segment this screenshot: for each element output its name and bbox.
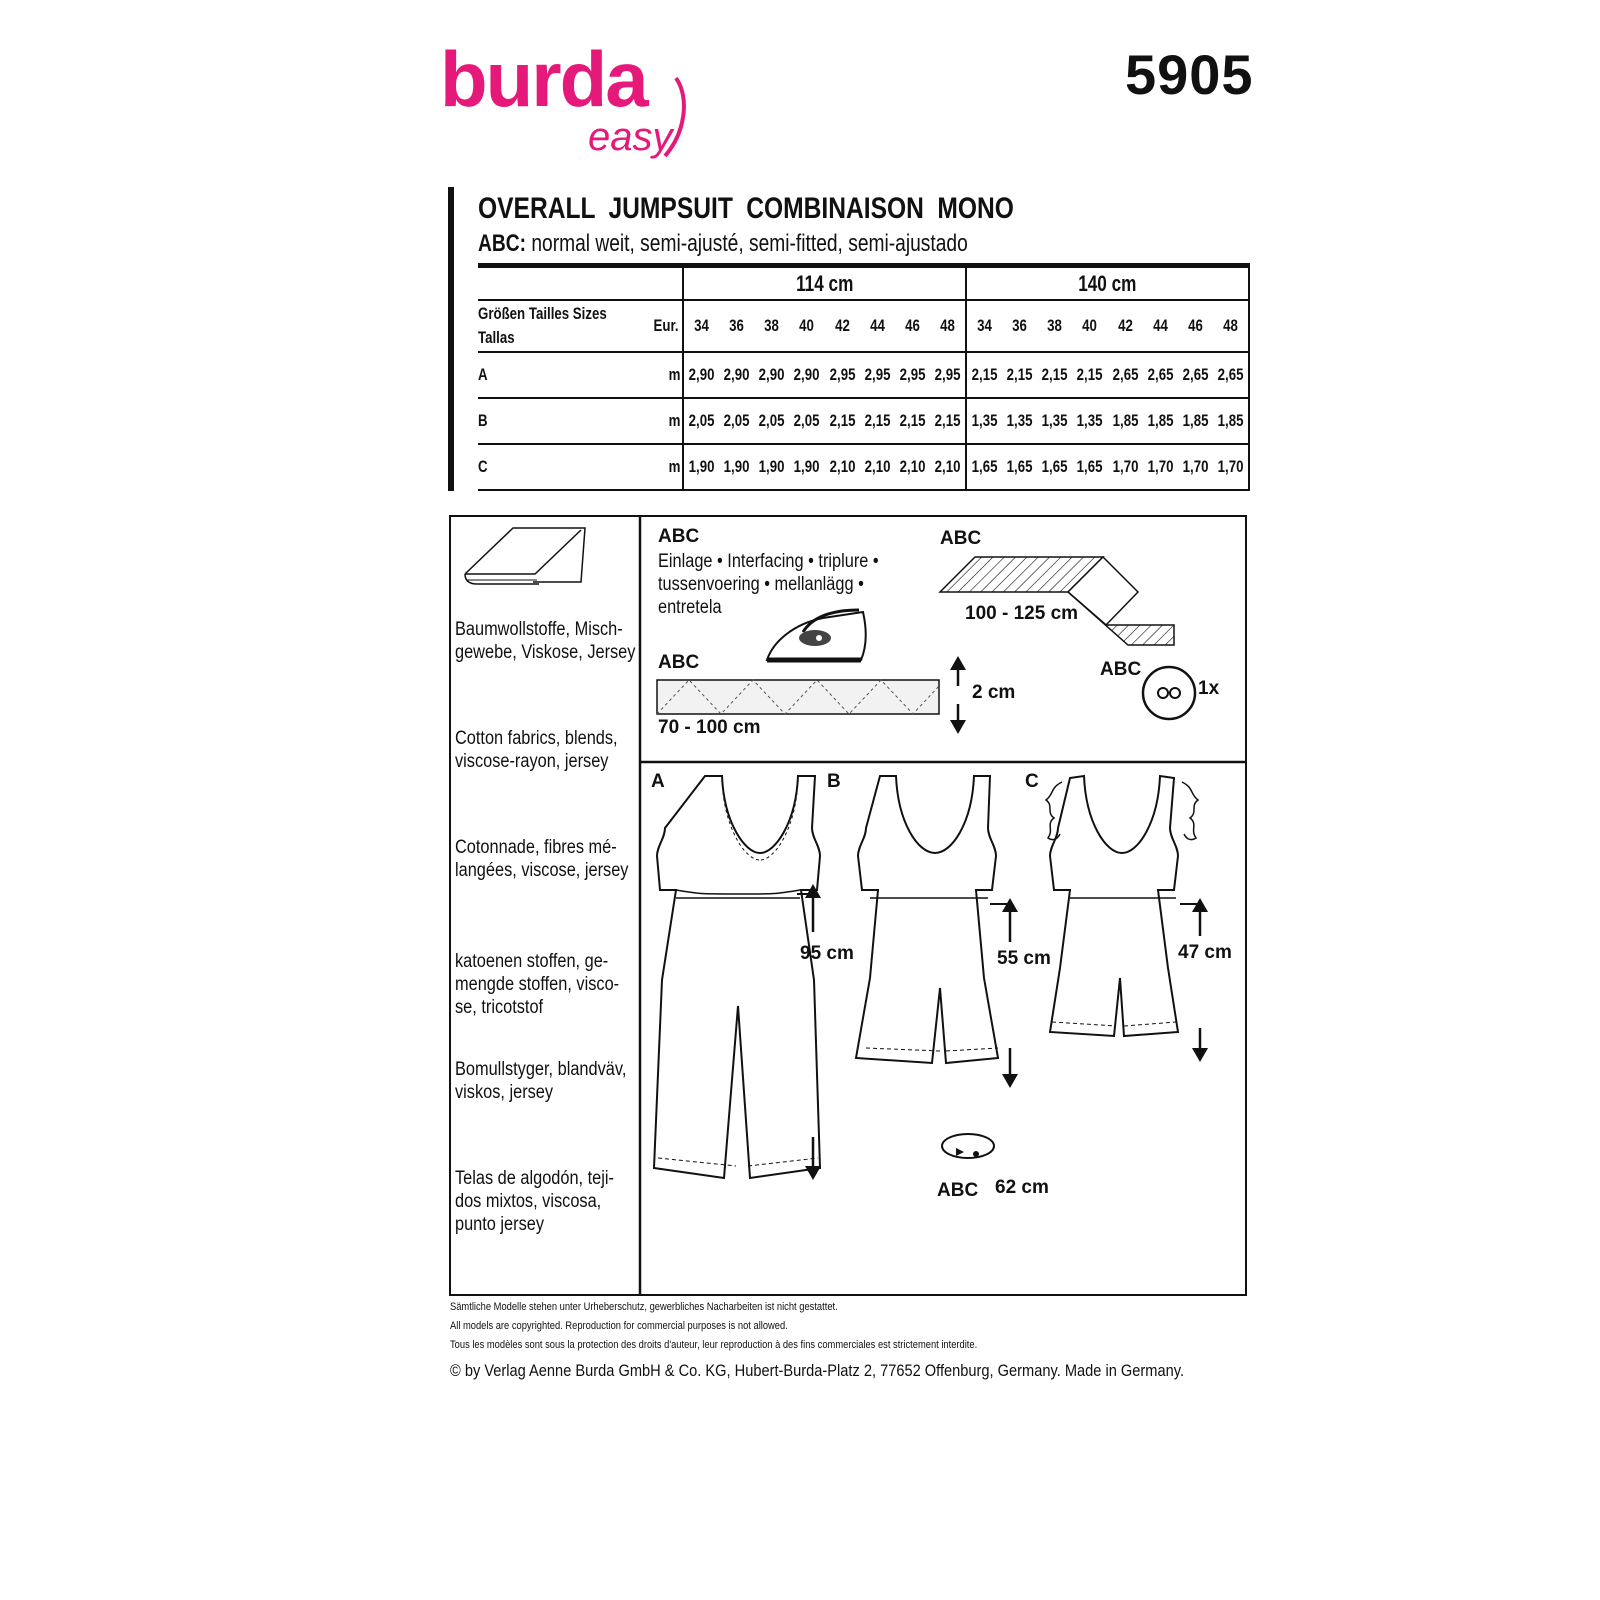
- fabric-bolt-icon: [463, 524, 589, 594]
- yardage-row: [478, 444, 1249, 490]
- iron-icon: [763, 602, 873, 670]
- fabric-suggestions-fr: Cotonnade, fibres mé- langées, viscose, jersey: [455, 837, 629, 881]
- view-c-length-arrows: [1180, 898, 1210, 1068]
- yardage-value: 2,95: [829, 364, 856, 384]
- yardage-value: 2,10: [864, 456, 891, 476]
- size-140-48: 48: [1223, 315, 1239, 335]
- yardage-unit: m: [668, 364, 681, 384]
- button-icon: [1140, 664, 1198, 722]
- button-views: ABC: [1100, 659, 1142, 680]
- copyright-de: Sämtliche Modelle stehen unter Urheberschutz, gewerbliches Nacharbeiten ist nicht gestattet.: [450, 1301, 838, 1313]
- yardage-value: 1,65: [1006, 456, 1032, 476]
- yardage-value: 1,35: [971, 410, 998, 430]
- yardage-value: 1,65: [1076, 456, 1103, 476]
- fit-views: ABC:: [478, 230, 526, 257]
- yardage-value: 2,90: [723, 364, 749, 384]
- yardage-value: 2,90: [758, 364, 785, 384]
- tape-width: 2 cm: [972, 682, 1016, 703]
- yardage-value: 2,05: [793, 410, 820, 430]
- yardage-value: 2,65: [1112, 364, 1139, 384]
- size-114-40: 40: [799, 315, 815, 335]
- logo-brand-text: burda: [440, 38, 647, 123]
- yardage-value: 1,90: [688, 456, 715, 476]
- yardage-value: 1,70: [1183, 456, 1209, 476]
- size-140-44: 44: [1153, 315, 1168, 335]
- size-114-34: 34: [693, 315, 709, 335]
- yardage-value: 2,15: [971, 364, 998, 384]
- yardage-value: 1,35: [1041, 410, 1068, 430]
- yardage-table: [478, 263, 1250, 491]
- copyright-fr: Tous les modèles sont sous la protection des droits d'auteur, leur reproduction à des fins commerciales est strictement interdite.: [450, 1339, 978, 1351]
- size-label-2: Tallas: [478, 327, 515, 347]
- yardage-view-label: C: [478, 456, 488, 476]
- fabric-suggestions-sv: Bomullstyger, blandväv, viskos, jersey: [455, 1059, 627, 1103]
- fit-description: [478, 230, 968, 258]
- tape-views: ABC: [658, 652, 700, 673]
- yardage-value: 2,15: [864, 410, 891, 430]
- view-a-label: A: [651, 771, 665, 792]
- yardage-value: 2,65: [1217, 364, 1244, 384]
- yardage-value: 1,70: [1217, 456, 1244, 476]
- elastic-length: 62 cm: [995, 1177, 1049, 1198]
- size-140-40: 40: [1082, 315, 1098, 335]
- size-114-42: 42: [834, 315, 850, 335]
- yardage-value: 1,90: [723, 456, 749, 476]
- yardage-value: 1,65: [1041, 456, 1068, 476]
- size-114-44: 44: [870, 315, 885, 335]
- view-b-jumpsuit-drawing: [850, 768, 1010, 1088]
- yardage-value: 2,15: [829, 410, 856, 430]
- yardage-value: 1,70: [1112, 456, 1139, 476]
- yardage-value: 2,05: [758, 410, 785, 430]
- size-140-46: 46: [1188, 315, 1204, 335]
- yardage-value: 1,85: [1183, 410, 1209, 430]
- size-140-38: 38: [1047, 315, 1062, 335]
- bias-length: 100 - 125 cm: [965, 603, 1079, 624]
- size-140-42: 42: [1117, 315, 1133, 335]
- yardage-value: 2,05: [688, 410, 715, 430]
- view-c-label: C: [1025, 771, 1039, 792]
- size-label-1: Größen Tailles Sizes: [478, 303, 607, 323]
- yardage-value: 1,90: [793, 456, 820, 476]
- yardage-value: 2,90: [793, 364, 820, 384]
- elastic-loop-icon: [938, 1130, 998, 1170]
- eur-label: Eur.: [653, 315, 679, 335]
- yardage-value: 2,15: [1006, 364, 1032, 384]
- yardage-value: 2,90: [688, 364, 715, 384]
- yardage-value: 1,85: [1147, 410, 1174, 430]
- garment-title: OVERALL JUMPSUIT COMBINAISON MONO: [478, 192, 1014, 225]
- fabric-suggestions-de: Baumwollstoffe, Misch- gewebe, Viskose, Jersey: [455, 619, 636, 663]
- yardage-value: 2,15: [900, 410, 926, 430]
- yardage-value: 1,85: [1112, 410, 1139, 430]
- yardage-value: 2,95: [900, 364, 926, 384]
- interfacing-views: ABC: [658, 526, 700, 547]
- yardage-value: 2,95: [864, 364, 891, 384]
- yardage-value: 2,10: [934, 456, 961, 476]
- yardage-value: 2,15: [934, 410, 961, 430]
- yardage-value: 2,10: [829, 456, 856, 476]
- fabric-suggestions-en: Cotton fabrics, blends, viscose-rayon, jersey: [455, 728, 618, 772]
- size-114-38: 38: [764, 315, 779, 335]
- logo-sub-text: easy: [588, 115, 673, 159]
- size-114-46: 46: [905, 315, 921, 335]
- yardage-value: 2,10: [900, 456, 926, 476]
- yardage-unit: m: [668, 410, 681, 430]
- view-b-length-arrows: [990, 898, 1020, 1098]
- fabric-suggestions-es: Telas de algodón, teji- dos mixtos, viscosa, punto jersey: [455, 1168, 614, 1235]
- yardage-value: 1,65: [971, 456, 998, 476]
- publisher-line: © by Verlag Aenne Burda GmbH & Co. KG, Hubert-Burda-Platz 2, 77652 Offenburg, Germany. Made in Germany.: [450, 1361, 1185, 1380]
- header-accent-bar: [448, 187, 454, 491]
- view-b-label: B: [827, 771, 841, 792]
- yardage-value: 2,15: [1076, 364, 1103, 384]
- view-a-length: 95 cm: [800, 943, 854, 964]
- yardage-value: 1,70: [1147, 456, 1174, 476]
- yardage-value: 2,95: [934, 364, 961, 384]
- elastic-views: ABC: [937, 1180, 979, 1201]
- size-140-34: 34: [976, 315, 992, 335]
- size-114-36: 36: [728, 315, 744, 335]
- yardage-value: 1,90: [758, 456, 785, 476]
- yardage-value: 1,35: [1076, 410, 1103, 430]
- fit-text: normal weit, semi-ajusté, semi-fitted, semi-ajustado: [526, 230, 968, 257]
- width-140-header: 140 cm: [1078, 270, 1137, 296]
- yardage-view-label: B: [478, 410, 488, 430]
- pattern-number: 5905: [1125, 43, 1254, 106]
- fabric-suggestions-nl: katoenen stoffen, ge- mengde stoffen, visco- se, tricotstof: [455, 951, 620, 1018]
- tape-width-arrows: [945, 656, 971, 736]
- yardage-value: 2,65: [1147, 364, 1174, 384]
- width-114-header: 114 cm: [795, 270, 854, 296]
- yardage-value: 2,65: [1183, 364, 1209, 384]
- yardage-row: [478, 398, 1249, 444]
- yardage-value: 1,85: [1217, 410, 1244, 430]
- yardage-unit: m: [668, 456, 681, 476]
- size-140-36: 36: [1011, 315, 1027, 335]
- interfacing-text: Einlage • Interfacing • triplure • tussenvoering • mellanlägg • entretela: [658, 551, 879, 618]
- yardage-value: 2,15: [1041, 364, 1068, 384]
- burda-easy-logo: [440, 38, 700, 163]
- yardage-row: [478, 352, 1249, 398]
- view-c-length: 47 cm: [1178, 942, 1232, 963]
- copyright-en: All models are copyrighted. Reproduction for commercial purposes is not allowed.: [450, 1320, 788, 1332]
- yardage-view-label: A: [478, 364, 488, 384]
- yardage-value: 2,05: [723, 410, 749, 430]
- view-a-length-arrows: [795, 882, 825, 1182]
- yardage-value: 1,35: [1006, 410, 1032, 430]
- view-b-length: 55 cm: [997, 948, 1051, 969]
- bias-views: ABC: [940, 528, 982, 549]
- button-qty: 1x: [1198, 678, 1220, 699]
- size-114-48: 48: [940, 315, 956, 335]
- tape-length: 70 - 100 cm: [658, 717, 761, 738]
